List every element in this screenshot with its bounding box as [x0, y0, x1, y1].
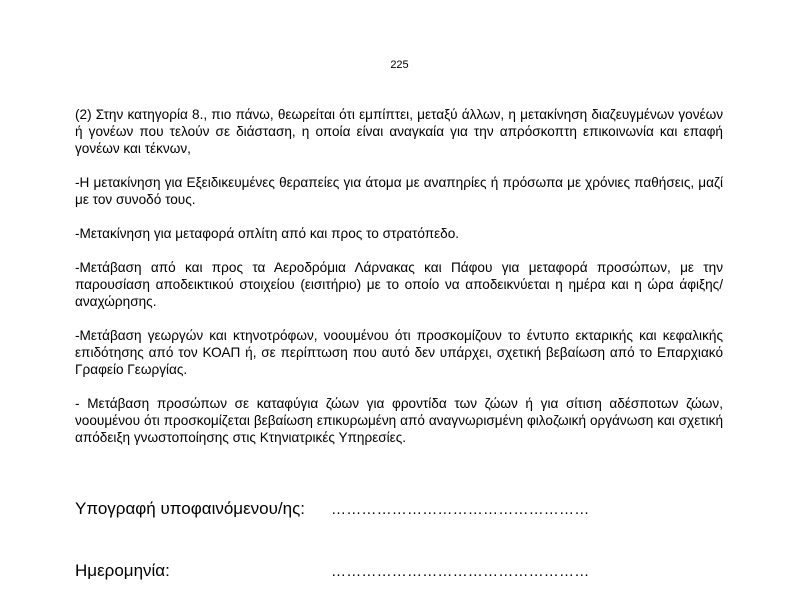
- signature-row: [75, 498, 735, 521]
- date-field[interactable]: ……………………………………………: [331, 563, 590, 580]
- paragraph-airports: -Μετάβαση από και προς τα Αεροδρόμια Λάρνακας και Πάφου για μεταφορά προσώπων, με την παρουσίαση αποδεικτικού στοιχείου (εισιτήριο) με το οποίο να αποδεικνύεται η ημέρα και η ώρα άφιξης/αναχώρησης.: [75, 260, 723, 309]
- paragraph-animal-shelters: - Μετάβαση προσώπων σε καταφύγια ζώων για φροντίδα των ζώων ή για σίτιση αδέσποτων ζώων, νοουμένου ότι προσκομίζεται βεβαίωση επικυρωμένη από αναγνωρισμένη φιλοζωική οργάνωση και σχετική απόδειξη γνωστοποίησης στις Κτηνιατρικές Υπηρεσίες.: [75, 396, 723, 445]
- date-label: Ημερομηνία:: [75, 561, 170, 580]
- date-row: [75, 560, 735, 583]
- signature-label: Υπογραφή υποφαινόμενου/ης:: [75, 499, 306, 518]
- paragraph-specialized-therapies: -Η μετακίνηση για Εξειδικευμένες θεραπείες για άτομα με αναπηρίες ή πρόσωπα με χρόνιες παθήσεις, μαζί με τον συνοδό τους.: [75, 175, 723, 207]
- paragraph-soldier-transport: -Μετακίνηση για μεταφορά οπλίτη από και προς το στρατόπεδο.: [75, 226, 460, 241]
- signature-field[interactable]: ……………………………………………: [331, 501, 590, 518]
- page-number: 225: [390, 59, 409, 71]
- paragraph-farmers: -Μετάβαση γεωργών και κτηνοτρόφων, νοουμένου ότι προσκομίζουν το έντυπο εκταρικής και κεφαλικής επιδότησης από τον ΚΟΑΠ ή, σε περίπτωση που αυτό δεν υπάρχει, σχετική βεβαίωση από το Επαρχιακό Γραφείο Γεωργίας.: [75, 328, 723, 377]
- paragraph-category-8: (2) Στην κατηγορία 8., πιο πάνω, θεωρείται ότι εμπίπτει, μεταξύ άλλων, η μετακίνηση διαζευγμένων γονέων ή γονέων που τελούν σε διάσταση, η οποία είναι αναγκαία για την απρόσκοπτη επικοινωνία και επαφή γονέων και τέκνων,: [75, 107, 723, 156]
- document-body: [75, 106, 723, 463]
